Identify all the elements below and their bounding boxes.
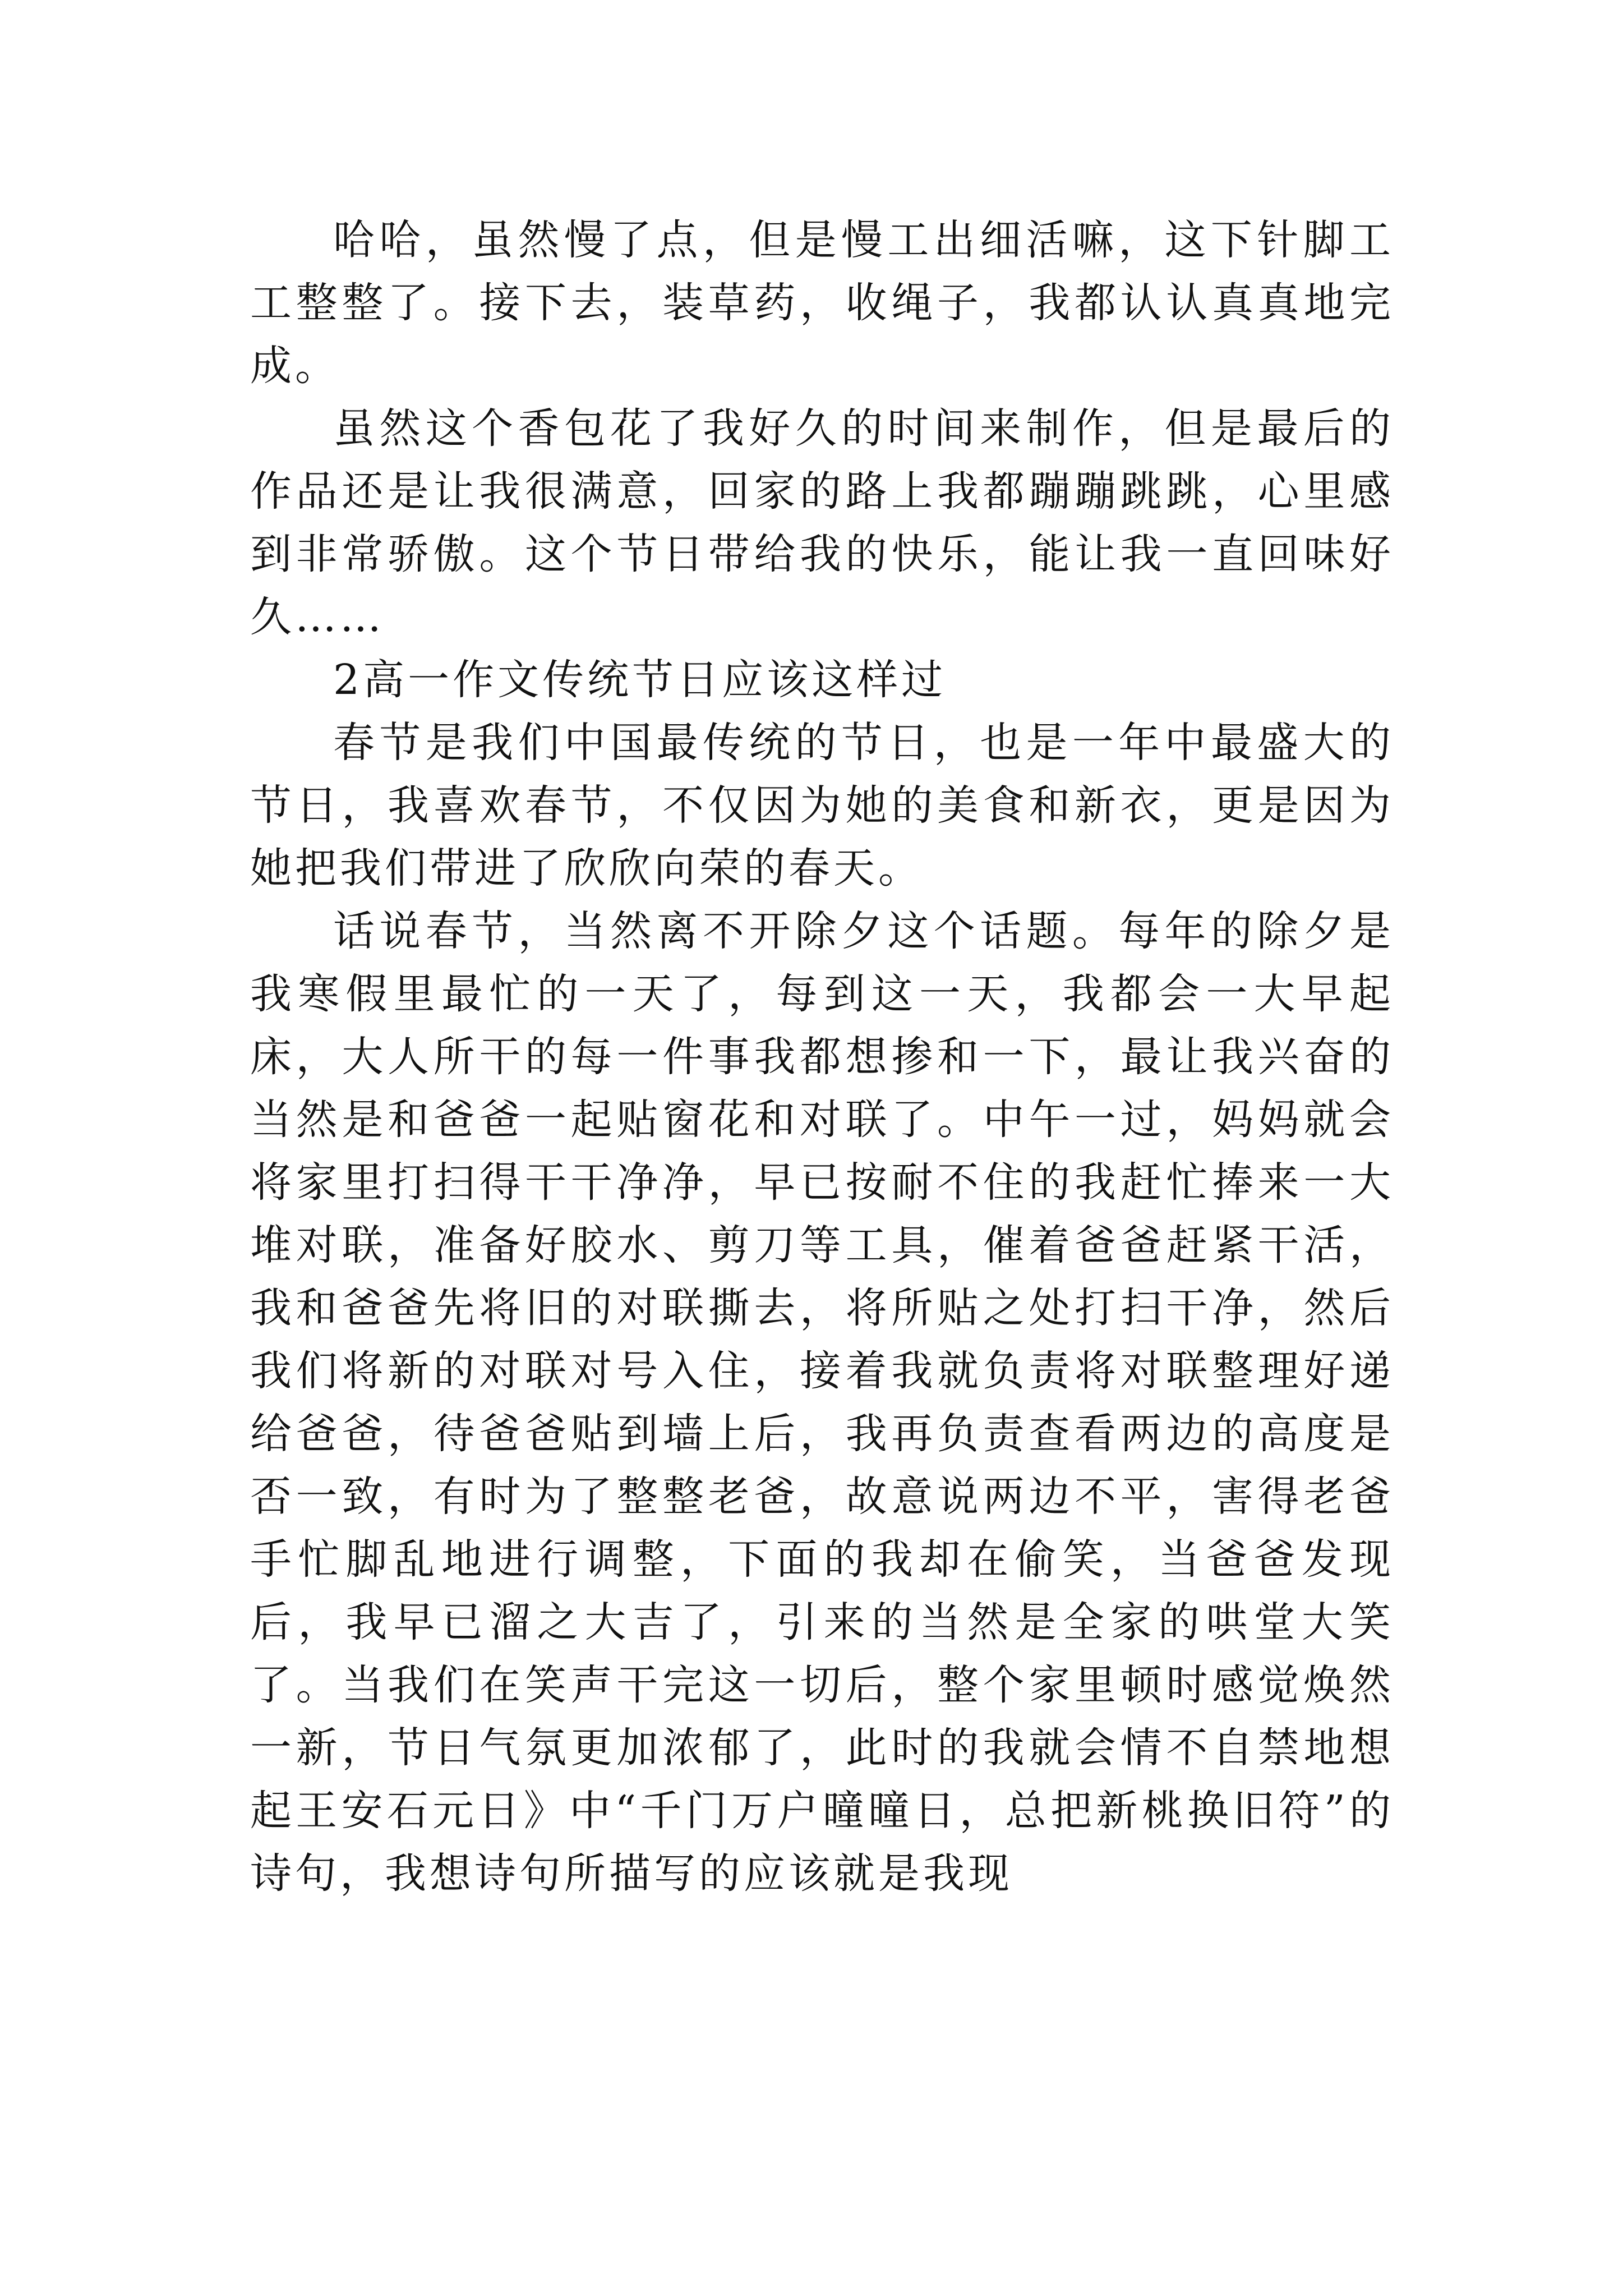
essay-heading: 2高一作文传统节日应该这样过	[333, 656, 947, 704]
document-body	[250, 209, 1394, 1905]
paragraph-sachet-proud: 虽然这个香包花了我好久的时间来制作，但是最后的作品还是让我很满意，回家的路上我都蹦蹦跳跳，心里感到非常骄傲。这个节日带给我的快乐，能让我一直回味好久……	[250, 404, 1394, 641]
paragraph-new-years-eve: 话说春节，当然离不开除夕这个话题。每年的除夕是我寒假里最忙的一天了，每到这一天，我都会一大早起床，大人所干的每一件事我都想掺和一下，最让我兴奋的当然是和爸爸一起贴窗花和对联了。中午一过，妈妈就会将家里打扫得干干净净，早已按耐不住的我赶忙捧来一大堆对联，准备好胶水、剪刀等工具，催着爸爸赶紧干活，我和爸爸先将旧的对联撕去，将所贴之处打扫干净，然后我们将新的对联对号入住，接着我就负责将对联整理好递给爸爸，待爸爸贴到墙上后，我再负责查看两边的高度是否一致，有时为了整整老爸，故意说两边不平，害得老爸手忙脚乱地进行调整，下面的我却在偷笑，当爸爸发现后，我早已溜之大吉了，引来的当然是全家的哄堂大笑了。当我们在笑声干完这一切后，整个家里顿时感觉焕然一新，节日气氛更加浓郁了，此时的我就会情不自禁地想起王安石元日》中“千门万户曈曈日，总把新桃换旧符”的诗句，我想诗句所描写的应该就是我现	[250, 907, 1394, 1898]
paragraph-spring-festival-intro: 春节是我们中国最传统的节日，也是一年中最盛大的节日，我喜欢春节，不仅因为她的美食和新衣，更是因为她把我们带进了欣欣向荣的春天。	[250, 719, 1394, 892]
paragraph-sachet-finish: 哈哈，虽然慢了点，但是慢工出细活嘛，这下针脚工工整整了。接下去，装草药，收绳子，我都认认真真地完成。	[250, 216, 1394, 390]
